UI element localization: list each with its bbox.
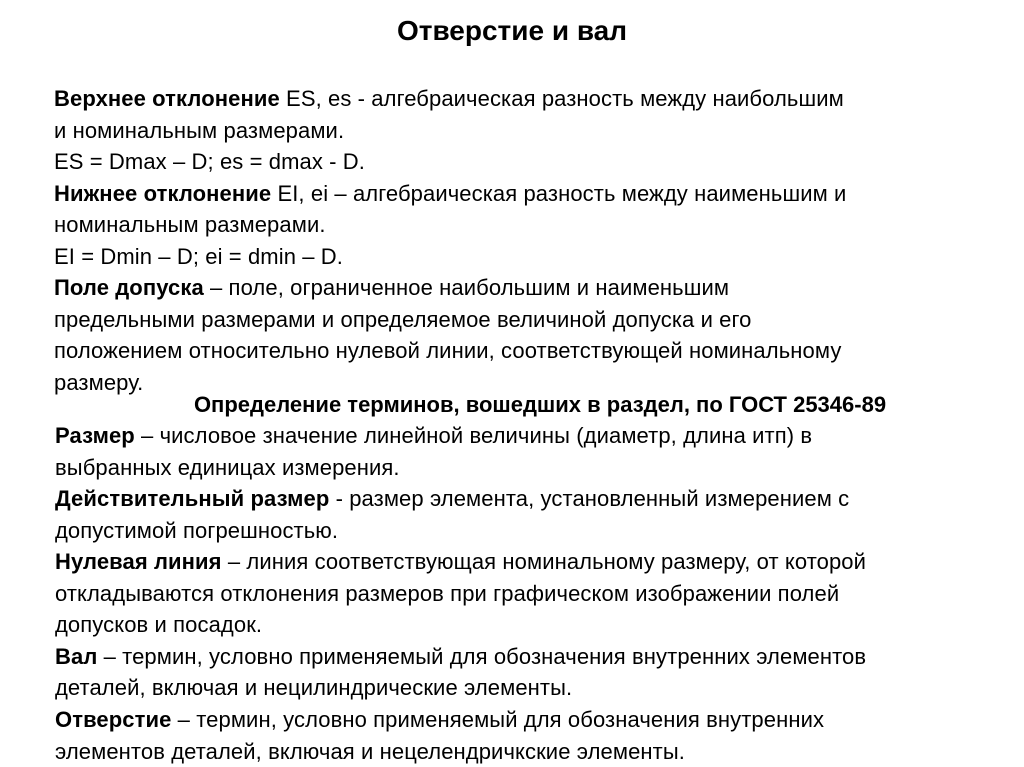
actual-size-paragraph: [55, 483, 1005, 546]
upper-deviation-paragraph: [54, 83, 984, 146]
tolerance-field-text-1: – поле, ограниченное наибольшим и наименьшим: [203, 275, 730, 300]
tolerance-field-text-2: предельными размерами и определяемое величиной допуска и его: [54, 306, 752, 332]
definitions-gost-block: [55, 420, 1005, 704]
zero-line-term: Нулевая линия: [55, 549, 222, 574]
size-text-2: выбранных единицах измерения.: [55, 454, 400, 480]
section-heading: Определение терминов, вошедших в раздел, по ГОСТ 25346-89: [193, 392, 887, 417]
hole-text-2: элементов деталей, включая и нецелендричкские элементы.: [55, 738, 685, 764]
zero-line-text-1: – линия соответствующая номинальному размеру, от которой: [221, 549, 867, 574]
tolerance-field-paragraph: [54, 272, 984, 398]
tolerance-field-text-3: положением относительно нулевой линии, соответствующей номинальному: [54, 338, 842, 363]
lower-deviation-text-1: EI, ei – алгебраическая разность между наименьшим и: [271, 180, 847, 206]
hole-term: Отверстие: [55, 707, 172, 732]
actual-size-text-2: допустимой погрешностью.: [55, 517, 339, 543]
lower-deviation-term: Нижнее отклонение: [54, 180, 272, 206]
size-term: Размер: [55, 423, 135, 448]
lower-deviation-paragraph: [54, 178, 984, 241]
hole-text-1: – термин, условно применяемый для обозначения внутренних: [171, 707, 825, 732]
shaft-text-2: деталей, включая и нецилиндрические элементы.: [55, 675, 573, 700]
tolerance-field-term: Поле допуска: [54, 275, 204, 300]
upper-deviation-text-1: ES, es - алгебраическая разность между наибольшим: [279, 86, 844, 111]
zero-line-text-3: допусков и посадок.: [55, 612, 263, 637]
page-title: Отверстие и вал: [396, 15, 628, 46]
upper-deviation-term: Верхнее отклонение: [54, 86, 280, 111]
hole-paragraph: [55, 704, 1005, 767]
definitions-hole-block: [55, 704, 1005, 767]
shaft-term: Вал: [55, 643, 98, 669]
size-paragraph: [55, 420, 1005, 483]
lower-deviation-text-2: номинальным размерами.: [54, 212, 326, 237]
lower-deviation-formula: EI = Dmin – D; ei = dmin – D.: [54, 243, 344, 269]
actual-size-term: Действительный размер: [55, 486, 330, 511]
actual-size-text-1: - размер элемента, установленный измерением с: [329, 486, 850, 511]
shaft-text-1: – термин, условно применяемый для обозначения внутренних элементов: [97, 643, 867, 669]
zero-line-paragraph: [55, 546, 1005, 641]
size-text-1: – числовое значение линейной величины (диаметр, длина итп) в: [134, 423, 813, 448]
upper-deviation-formula: ES = Dmax – D; es = dmax - D.: [54, 149, 365, 174]
definitions-upper-block: [54, 83, 984, 398]
zero-line-text-2: откладываются отклонения размеров при графическом изображении полей: [55, 580, 840, 606]
shaft-paragraph: [55, 641, 1005, 704]
tolerance-field-text-4: размеру.: [54, 369, 144, 395]
upper-deviation-text-2: и номинальным размерами.: [54, 117, 345, 143]
